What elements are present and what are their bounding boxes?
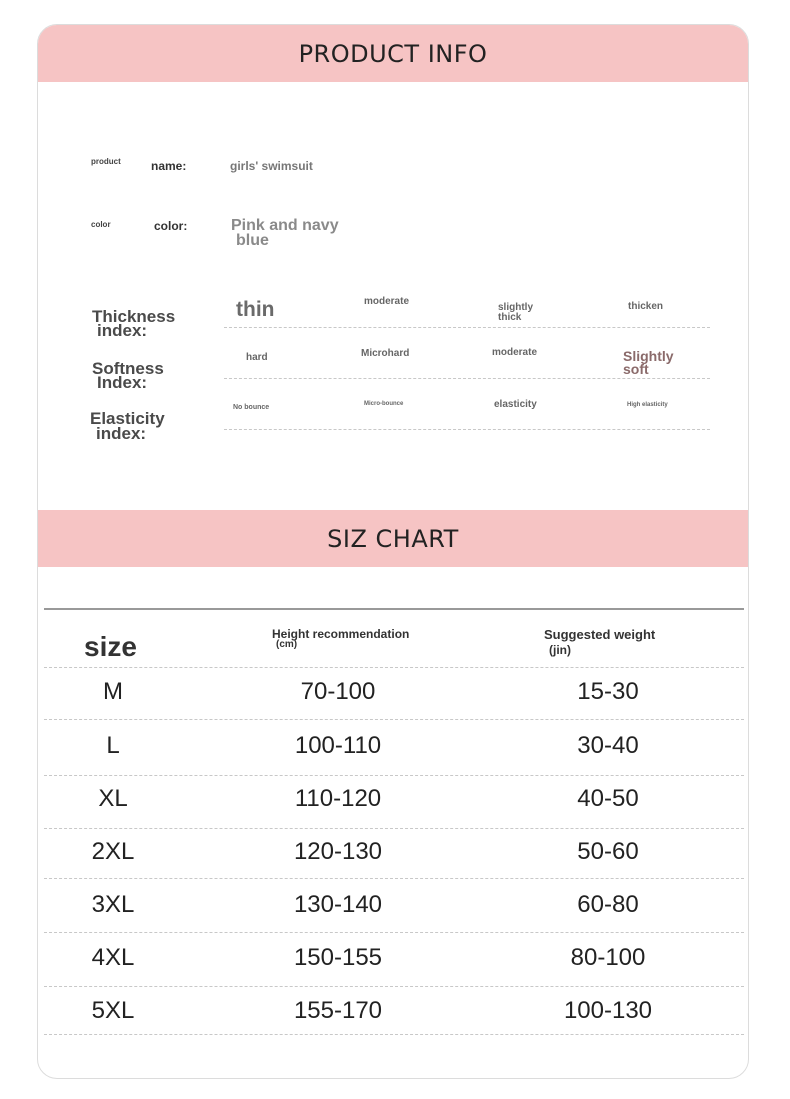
- table-row-divider: [44, 932, 744, 933]
- table-row-divider: [44, 878, 744, 879]
- color-prefix: color: [91, 220, 111, 229]
- height-cell: 155-170: [293, 997, 383, 1024]
- elasticity-option-micro-bounce: Micro-bounce: [364, 401, 404, 407]
- size-cell: XL: [98, 785, 128, 812]
- thickness-divider: [224, 327, 710, 328]
- weight-cell: 30-40: [577, 732, 639, 759]
- elasticity-index-label-line2: index:: [96, 424, 147, 443]
- product-info-header: [38, 25, 748, 82]
- weight-cell: 50-60: [577, 838, 639, 865]
- table-row-divider: [44, 667, 744, 668]
- thickness-option-moderate: moderate: [364, 296, 410, 307]
- weight-cell: 100-130: [563, 997, 653, 1024]
- product-card: [37, 24, 749, 1079]
- thickness-index-label-line2: index:: [97, 321, 148, 340]
- weight-cell: 15-30: [577, 678, 639, 705]
- weight-cell: 60-80: [577, 891, 639, 918]
- softness-option-hard: hard: [246, 352, 268, 363]
- size-chart-header: [38, 510, 748, 567]
- size-cell: M: [103, 678, 123, 705]
- softness-option-slightly-soft: Slightly soft: [623, 348, 674, 377]
- height-column-unit: (cm): [276, 639, 298, 650]
- table-row-divider: [44, 828, 744, 829]
- size-cell: L: [106, 732, 120, 759]
- weight-column-header: Suggested weight: [544, 627, 656, 642]
- height-cell: 130-140: [293, 891, 383, 918]
- color-value-line2: blue: [236, 232, 269, 249]
- weight-cell: 80-100: [570, 944, 646, 971]
- height-cell: 100-110: [294, 732, 382, 759]
- name-value: girls' swimsuit: [230, 159, 313, 173]
- height-cell: 70-100: [300, 678, 376, 705]
- color-value-line1: Pink and navy: [231, 217, 339, 234]
- thickness-index-label-line1: Thickness: [92, 307, 176, 326]
- height-cell: 120-130: [293, 838, 383, 865]
- name-label: name:: [151, 159, 187, 173]
- elasticity-divider: [224, 429, 710, 430]
- elasticity-option-no-bounce: No bounce: [233, 404, 270, 411]
- size-chart-title: SIZ CHART: [327, 524, 459, 553]
- size-cell: 4XL: [91, 944, 135, 971]
- softness-option-moderate: moderate: [492, 347, 538, 358]
- height-cell: 110-120: [294, 785, 382, 812]
- height-column-header: Height recommendation: [272, 627, 410, 641]
- softness-index-label-line2: Index:: [97, 373, 148, 392]
- weight-column-unit: (jin): [549, 643, 571, 657]
- elasticity-option-high-elasticity: High elasticity: [627, 402, 668, 408]
- table-row-divider: [44, 1034, 744, 1035]
- elasticity-index-label-line1: Elasticity: [90, 409, 165, 428]
- size-cell: 3XL: [91, 891, 135, 918]
- softness-divider: [224, 378, 710, 379]
- weight-cell: 40-50: [577, 785, 639, 812]
- softness-option-microhard: Microhard: [361, 348, 410, 359]
- name-prefix: product: [91, 157, 121, 166]
- thickness-option-thin: thin: [236, 298, 275, 321]
- softness-index-label-line1: Softness: [92, 359, 164, 378]
- size-table-top-rule: [44, 608, 744, 610]
- color-label: color:: [154, 219, 188, 233]
- table-row-divider: [44, 986, 744, 987]
- table-row-divider: [44, 775, 744, 776]
- elasticity-option-elasticity: elasticity: [494, 399, 537, 410]
- size-column-header: size: [84, 631, 137, 662]
- thickness-option-thicken: thicken: [628, 301, 664, 312]
- size-cell: 5XL: [91, 997, 135, 1024]
- product-info-title: PRODUCT INFO: [298, 39, 488, 68]
- height-cell: 150-155: [293, 944, 383, 971]
- size-cell: 2XL: [91, 838, 135, 865]
- table-row-divider: [44, 719, 744, 720]
- thickness-option-slightly-thick: slightly thick: [498, 302, 534, 323]
